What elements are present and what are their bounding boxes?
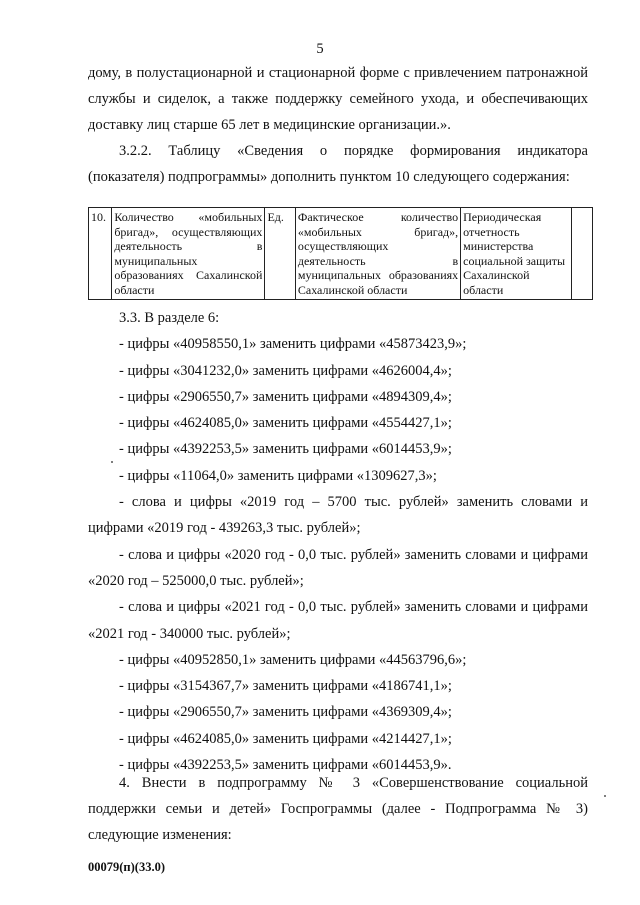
paragraph-4-block [88, 770, 588, 848]
page-number: 5 [316, 41, 324, 57]
paragraph-3-2-2-block [88, 138, 588, 190]
list-item: - цифры «3041232,0» заменить цифрами «4626004,4»; [119, 362, 452, 379]
paragraph-4: 4. Внести в подпрограмму № 3 «Совершенствование социальной поддержки семьи и детей» Госпрограммы (далее - Подпрограмма № 3) следующие изменения: [88, 775, 588, 843]
scan-speck [111, 461, 113, 463]
list-item: - цифры «40952850,1» заменить цифрами «44563796,6»; [119, 651, 467, 668]
list-item: - слова и цифры «2020 год - 0,0 тыс. рублей» заменить словами и цифрами «2020 год – 525000,0 тыс. рублей»; [88, 546, 588, 589]
table-cell-definition: Фактическое количество «мобильных бригад», осуществляющих деятельность в муниципальных образованиях Сахалинской области [295, 208, 460, 300]
indicator-table [88, 207, 593, 300]
table-cell-source: Периодическая отчетность министерства социальной защиты Сахалинской области [461, 208, 572, 300]
footer-code: 00079(п)(33.0) [88, 860, 165, 874]
section-3-3-heading: 3.3. В разделе 6: [119, 310, 220, 326]
table-row [89, 208, 593, 300]
intro-paragraph-block [88, 60, 588, 138]
list-item: - цифры «2906550,7» заменить цифрами «4369309,4»; [119, 704, 452, 721]
list-item: - цифры «4624085,0» заменить цифрами «4214427,1»; [119, 730, 452, 747]
table-cell-indicator-name: Количество «мобильных бригад», осуществляющих деятельность в муниципальных образованиях Сахалинской области [112, 208, 265, 300]
table-cell-number: 10. [89, 208, 112, 300]
list-item: - цифры «3154367,7» заменить цифрами «4186741,1»; [119, 678, 452, 695]
list-item: - цифры «40958550,1» заменить цифрами «45873423,9»; [119, 336, 467, 353]
list-item: - цифры «4624085,0» заменить цифрами «4554427,1»; [119, 415, 452, 432]
table-cell-extra [571, 208, 592, 300]
list-item: - цифры «4392253,5» заменить цифрами «6014453,9». [119, 757, 452, 774]
scan-speck [604, 795, 606, 797]
list-item: - цифры «4392253,5» заменить цифрами «6014453,9»; [119, 441, 452, 458]
intro-paragraph: дому, в полустационарной и стационарной форме с привлечением патронажной службы и сиделок, а также поддержку семейного ухода, и обеспечивающих доставку лиц старше 65 лет в медицинские организации.». [88, 65, 588, 133]
section-3-3-block [88, 305, 588, 778]
table-cell-unit: Ед. [265, 208, 295, 300]
list-item: - цифры «2906550,7» заменить цифрами «4894309,4»; [119, 388, 452, 405]
list-item: - слова и цифры «2021 год - 0,0 тыс. рублей» заменить словами и цифрами «2021 год - 340000 тыс. рублей»; [88, 599, 588, 642]
paragraph-3-2-2: 3.2.2. Таблицу «Сведения о порядке формирования индикатора (показателя) подпрограммы» дополнить пунктом 10 следующего содержания: [88, 143, 588, 185]
list-item: - слова и цифры «2019 год – 5700 тыс. рублей» заменить словами и цифрами «2019 год - 439263,3 тыс. рублей»; [88, 494, 588, 537]
list-item: - цифры «11064,0» заменить цифрами «1309627,3»; [119, 467, 437, 484]
